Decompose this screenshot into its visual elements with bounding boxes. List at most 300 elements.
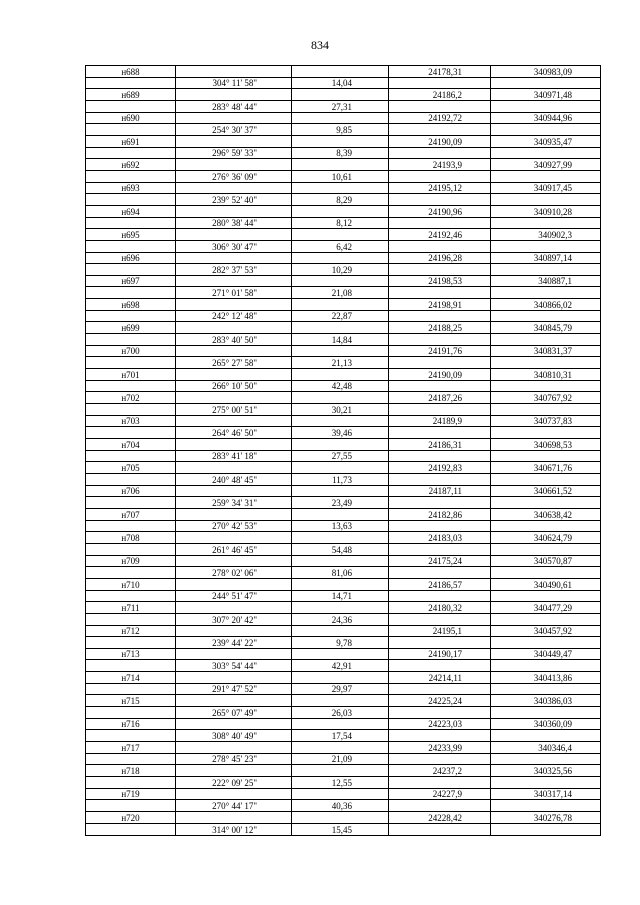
empty-cell: [176, 439, 292, 451]
empty-cell: [491, 334, 601, 346]
empty-cell: [491, 520, 601, 532]
empty-cell: [86, 543, 176, 555]
x-coordinate-cell: 24189,9: [389, 415, 491, 427]
empty-cell: [86, 450, 176, 462]
empty-cell: [491, 450, 601, 462]
distance-cell: 40,36: [292, 800, 389, 812]
direction-angle-cell: 244° 51' 47": [176, 590, 292, 602]
point-name-cell: н697: [86, 275, 176, 287]
empty-cell: [176, 718, 292, 730]
y-coordinate-cell: 340971,48: [491, 89, 601, 101]
point-row: [86, 182, 601, 194]
segment-row: [86, 310, 601, 322]
y-coordinate-cell: 340317,14: [491, 788, 601, 800]
page-number: 834: [311, 38, 329, 52]
empty-cell: [86, 730, 176, 742]
point-row: [86, 625, 601, 637]
empty-cell: [389, 264, 491, 276]
point-row: [86, 229, 601, 241]
point-row: [86, 508, 601, 520]
empty-cell: [292, 229, 389, 241]
y-coordinate-cell: 340386,03: [491, 695, 601, 707]
point-name-cell: н707: [86, 508, 176, 520]
empty-cell: [389, 823, 491, 835]
empty-cell: [176, 205, 292, 217]
empty-cell: [86, 217, 176, 229]
empty-cell: [292, 532, 389, 544]
point-row: [86, 66, 601, 78]
point-name-cell: н689: [86, 89, 176, 101]
direction-angle-cell: 239° 44' 22": [176, 637, 292, 649]
empty-cell: [491, 800, 601, 812]
empty-cell: [491, 264, 601, 276]
y-coordinate-cell: 340935,47: [491, 135, 601, 147]
point-row: [86, 695, 601, 707]
x-coordinate-cell: 24188,25: [389, 322, 491, 334]
point-name-cell: н692: [86, 159, 176, 171]
y-coordinate-cell: 340810,31: [491, 369, 601, 381]
distance-cell: 54,48: [292, 543, 389, 555]
empty-cell: [176, 112, 292, 124]
empty-cell: [491, 590, 601, 602]
distance-cell: 23,49: [292, 497, 389, 509]
empty-cell: [292, 718, 389, 730]
direction-angle-cell: 283° 41' 18": [176, 450, 292, 462]
empty-cell: [491, 427, 601, 439]
y-coordinate-cell: 340671,76: [491, 462, 601, 474]
empty-cell: [292, 462, 389, 474]
empty-cell: [389, 404, 491, 416]
point-name-cell: н710: [86, 578, 176, 590]
empty-cell: [491, 567, 601, 579]
empty-cell: [491, 194, 601, 206]
direction-angle-cell: 296° 59' 33": [176, 147, 292, 159]
distance-cell: 21,09: [292, 753, 389, 765]
y-coordinate-cell: 340737,83: [491, 415, 601, 427]
x-coordinate-cell: 24186,57: [389, 578, 491, 590]
direction-angle-cell: 259° 34' 31": [176, 497, 292, 509]
empty-cell: [491, 823, 601, 835]
point-row: [86, 112, 601, 124]
segment-row: [86, 753, 601, 765]
segment-row: [86, 637, 601, 649]
empty-cell: [86, 77, 176, 89]
empty-cell: [491, 100, 601, 112]
point-name-cell: н696: [86, 252, 176, 264]
y-coordinate-cell: 340661,52: [491, 485, 601, 497]
empty-cell: [86, 520, 176, 532]
direction-angle-cell: 304° 11' 58": [176, 77, 292, 89]
distance-cell: 39,46: [292, 427, 389, 439]
empty-cell: [176, 462, 292, 474]
segment-row: [86, 147, 601, 159]
x-coordinate-cell: 24186,31: [389, 439, 491, 451]
empty-cell: [292, 415, 389, 427]
y-coordinate-cell: 340927,99: [491, 159, 601, 171]
distance-cell: 11,73: [292, 473, 389, 485]
segment-row: [86, 77, 601, 89]
distance-cell: 29,97: [292, 683, 389, 695]
empty-cell: [176, 508, 292, 520]
empty-cell: [491, 357, 601, 369]
segment-row: [86, 473, 601, 485]
distance-cell: 26,03: [292, 707, 389, 719]
point-row: [86, 89, 601, 101]
empty-cell: [176, 485, 292, 497]
y-coordinate-cell: 340845,79: [491, 322, 601, 334]
empty-cell: [86, 380, 176, 392]
empty-cell: [176, 66, 292, 78]
y-coordinate-cell: 340831,37: [491, 345, 601, 357]
empty-cell: [389, 613, 491, 625]
point-name-cell: н705: [86, 462, 176, 474]
empty-cell: [389, 590, 491, 602]
point-row: [86, 718, 601, 730]
point-name-cell: н704: [86, 439, 176, 451]
distance-cell: 42,91: [292, 660, 389, 672]
empty-cell: [491, 380, 601, 392]
segment-row: [86, 404, 601, 416]
direction-angle-cell: 270° 42' 53": [176, 520, 292, 532]
empty-cell: [86, 800, 176, 812]
empty-cell: [176, 695, 292, 707]
direction-angle-cell: 222° 09' 25": [176, 777, 292, 789]
x-coordinate-cell: 24178,31: [389, 66, 491, 78]
empty-cell: [292, 299, 389, 311]
segment-row: [86, 334, 601, 346]
empty-cell: [176, 369, 292, 381]
empty-cell: [86, 100, 176, 112]
x-coordinate-cell: 24196,28: [389, 252, 491, 264]
x-coordinate-cell: 24228,42: [389, 812, 491, 824]
empty-cell: [86, 334, 176, 346]
direction-angle-cell: 239° 52' 40": [176, 194, 292, 206]
direction-angle-cell: 242° 12' 48": [176, 310, 292, 322]
direction-angle-cell: 261° 46' 45": [176, 543, 292, 555]
empty-cell: [491, 310, 601, 322]
segment-row: [86, 217, 601, 229]
empty-cell: [86, 753, 176, 765]
point-row: [86, 322, 601, 334]
empty-cell: [389, 310, 491, 322]
empty-cell: [292, 648, 389, 660]
empty-cell: [389, 543, 491, 555]
y-coordinate-cell: 340698,53: [491, 439, 601, 451]
x-coordinate-cell: 24182,86: [389, 508, 491, 520]
empty-cell: [389, 707, 491, 719]
empty-cell: [292, 812, 389, 824]
point-name-cell: н713: [86, 648, 176, 660]
segment-row: [86, 660, 601, 672]
empty-cell: [176, 578, 292, 590]
empty-cell: [491, 473, 601, 485]
segment-row: [86, 520, 601, 532]
empty-cell: [389, 170, 491, 182]
distance-cell: 10,61: [292, 170, 389, 182]
empty-cell: [292, 602, 389, 614]
direction-angle-cell: 307° 20' 42": [176, 613, 292, 625]
segment-row: [86, 707, 601, 719]
point-name-cell: н698: [86, 299, 176, 311]
empty-cell: [292, 135, 389, 147]
x-coordinate-cell: 24190,09: [389, 135, 491, 147]
distance-cell: 14,84: [292, 334, 389, 346]
point-name-cell: н693: [86, 182, 176, 194]
empty-cell: [86, 147, 176, 159]
empty-cell: [491, 660, 601, 672]
distance-cell: 14,04: [292, 77, 389, 89]
distance-cell: 22,87: [292, 310, 389, 322]
empty-cell: [389, 520, 491, 532]
direction-angle-cell: 280° 38' 44": [176, 217, 292, 229]
point-name-cell: н688: [86, 66, 176, 78]
segment-row: [86, 450, 601, 462]
empty-cell: [389, 683, 491, 695]
point-name-cell: н694: [86, 205, 176, 217]
point-row: [86, 812, 601, 824]
empty-cell: [176, 322, 292, 334]
point-row: [86, 532, 601, 544]
empty-cell: [389, 567, 491, 579]
x-coordinate-cell: 24214,11: [389, 672, 491, 684]
empty-cell: [389, 427, 491, 439]
point-row: [86, 392, 601, 404]
empty-cell: [389, 497, 491, 509]
x-coordinate-cell: 24183,03: [389, 532, 491, 544]
distance-cell: 13,63: [292, 520, 389, 532]
empty-cell: [292, 89, 389, 101]
empty-cell: [292, 578, 389, 590]
point-name-cell: н701: [86, 369, 176, 381]
empty-cell: [389, 334, 491, 346]
distance-cell: 6,42: [292, 240, 389, 252]
empty-cell: [491, 287, 601, 299]
x-coordinate-cell: 24227,9: [389, 788, 491, 800]
direction-angle-cell: 276° 36' 09": [176, 170, 292, 182]
empty-cell: [86, 404, 176, 416]
segment-row: [86, 240, 601, 252]
empty-cell: [86, 124, 176, 136]
distance-cell: 9,78: [292, 637, 389, 649]
point-row: [86, 415, 601, 427]
empty-cell: [491, 240, 601, 252]
empty-cell: [292, 788, 389, 800]
point-name-cell: н714: [86, 672, 176, 684]
empty-cell: [491, 497, 601, 509]
distance-cell: 8,29: [292, 194, 389, 206]
empty-cell: [292, 672, 389, 684]
point-name-cell: н720: [86, 812, 176, 824]
distance-cell: 8,12: [292, 217, 389, 229]
x-coordinate-cell: 24195,1: [389, 625, 491, 637]
x-coordinate-cell: 24193,9: [389, 159, 491, 171]
point-name-cell: н708: [86, 532, 176, 544]
direction-angle-cell: 275° 00' 51": [176, 404, 292, 416]
distance-cell: 30,21: [292, 404, 389, 416]
empty-cell: [389, 77, 491, 89]
direction-angle-cell: 265° 07' 49": [176, 707, 292, 719]
empty-cell: [491, 217, 601, 229]
empty-cell: [86, 497, 176, 509]
empty-cell: [389, 194, 491, 206]
empty-cell: [86, 823, 176, 835]
empty-cell: [176, 812, 292, 824]
empty-cell: [86, 613, 176, 625]
empty-cell: [292, 765, 389, 777]
empty-cell: [491, 543, 601, 555]
direction-angle-cell: 240° 48' 45": [176, 473, 292, 485]
empty-cell: [292, 182, 389, 194]
segment-row: [86, 777, 601, 789]
segment-row: [86, 567, 601, 579]
empty-cell: [389, 730, 491, 742]
empty-cell: [176, 788, 292, 800]
direction-angle-cell: 264° 46' 50": [176, 427, 292, 439]
point-row: [86, 205, 601, 217]
empty-cell: [86, 473, 176, 485]
empty-cell: [86, 170, 176, 182]
empty-cell: [389, 753, 491, 765]
empty-cell: [86, 637, 176, 649]
x-coordinate-cell: 24187,26: [389, 392, 491, 404]
coordinates-table: [85, 65, 601, 836]
distance-cell: 14,71: [292, 590, 389, 602]
x-coordinate-cell: 24190,09: [389, 369, 491, 381]
y-coordinate-cell: 340325,56: [491, 765, 601, 777]
segment-row: [86, 823, 601, 835]
point-row: [86, 252, 601, 264]
empty-cell: [491, 404, 601, 416]
empty-cell: [389, 450, 491, 462]
point-row: [86, 485, 601, 497]
empty-cell: [176, 182, 292, 194]
distance-cell: 9,85: [292, 124, 389, 136]
point-row: [86, 578, 601, 590]
distance-cell: 21,08: [292, 287, 389, 299]
empty-cell: [86, 194, 176, 206]
empty-cell: [389, 124, 491, 136]
empty-cell: [389, 287, 491, 299]
x-coordinate-cell: 24198,91: [389, 299, 491, 311]
empty-cell: [292, 275, 389, 287]
x-coordinate-cell: 24192,46: [389, 229, 491, 241]
y-coordinate-cell: 340360,09: [491, 718, 601, 730]
y-coordinate-cell: 340570,87: [491, 555, 601, 567]
y-coordinate-cell: 340413,86: [491, 672, 601, 684]
segment-row: [86, 427, 601, 439]
point-name-cell: н718: [86, 765, 176, 777]
x-coordinate-cell: 24175,24: [389, 555, 491, 567]
empty-cell: [389, 473, 491, 485]
direction-angle-cell: 308° 40' 49": [176, 730, 292, 742]
empty-cell: [86, 240, 176, 252]
empty-cell: [389, 800, 491, 812]
distance-cell: 8,39: [292, 147, 389, 159]
empty-cell: [176, 415, 292, 427]
empty-cell: [176, 625, 292, 637]
empty-cell: [292, 159, 389, 171]
empty-cell: [292, 345, 389, 357]
direction-angle-cell: 283° 48' 44": [176, 100, 292, 112]
distance-cell: 42,48: [292, 380, 389, 392]
empty-cell: [176, 672, 292, 684]
empty-cell: [86, 777, 176, 789]
y-coordinate-cell: 340910,28: [491, 205, 601, 217]
empty-cell: [176, 742, 292, 754]
empty-cell: [389, 777, 491, 789]
y-coordinate-cell: 340346,4: [491, 742, 601, 754]
point-name-cell: н695: [86, 229, 176, 241]
x-coordinate-cell: 24233,99: [389, 742, 491, 754]
segment-row: [86, 287, 601, 299]
segment-row: [86, 800, 601, 812]
segment-row: [86, 357, 601, 369]
empty-cell: [292, 112, 389, 124]
x-coordinate-cell: 24198,53: [389, 275, 491, 287]
point-row: [86, 135, 601, 147]
empty-cell: [86, 590, 176, 602]
point-row: [86, 788, 601, 800]
y-coordinate-cell: 340944,96: [491, 112, 601, 124]
segment-row: [86, 100, 601, 112]
point-name-cell: н716: [86, 718, 176, 730]
empty-cell: [292, 508, 389, 520]
empty-cell: [176, 555, 292, 567]
empty-cell: [491, 124, 601, 136]
segment-row: [86, 613, 601, 625]
empty-cell: [491, 707, 601, 719]
empty-cell: [389, 240, 491, 252]
segment-row: [86, 380, 601, 392]
distance-cell: 17,54: [292, 730, 389, 742]
segment-row: [86, 170, 601, 182]
empty-cell: [176, 159, 292, 171]
empty-cell: [389, 357, 491, 369]
y-coordinate-cell: 340917,45: [491, 182, 601, 194]
empty-cell: [86, 287, 176, 299]
x-coordinate-cell: 24195,12: [389, 182, 491, 194]
point-name-cell: н709: [86, 555, 176, 567]
empty-cell: [86, 427, 176, 439]
point-row: [86, 742, 601, 754]
point-name-cell: н691: [86, 135, 176, 147]
empty-cell: [176, 345, 292, 357]
empty-cell: [176, 135, 292, 147]
empty-cell: [491, 170, 601, 182]
empty-cell: [491, 683, 601, 695]
y-coordinate-cell: 340449,47: [491, 648, 601, 660]
point-row: [86, 765, 601, 777]
x-coordinate-cell: 24190,96: [389, 205, 491, 217]
empty-cell: [389, 147, 491, 159]
empty-cell: [389, 380, 491, 392]
empty-cell: [86, 683, 176, 695]
direction-angle-cell: 303° 54' 44": [176, 660, 292, 672]
distance-cell: 81,06: [292, 567, 389, 579]
segment-row: [86, 497, 601, 509]
y-coordinate-cell: 340887,1: [491, 275, 601, 287]
empty-cell: [176, 275, 292, 287]
y-coordinate-cell: 340638,42: [491, 508, 601, 520]
direction-angle-cell: 254° 30' 37": [176, 124, 292, 136]
empty-cell: [292, 66, 389, 78]
empty-cell: [292, 392, 389, 404]
direction-angle-cell: 282° 37' 53": [176, 264, 292, 276]
empty-cell: [292, 369, 389, 381]
empty-cell: [292, 439, 389, 451]
segment-row: [86, 683, 601, 695]
direction-angle-cell: 306° 30' 47": [176, 240, 292, 252]
